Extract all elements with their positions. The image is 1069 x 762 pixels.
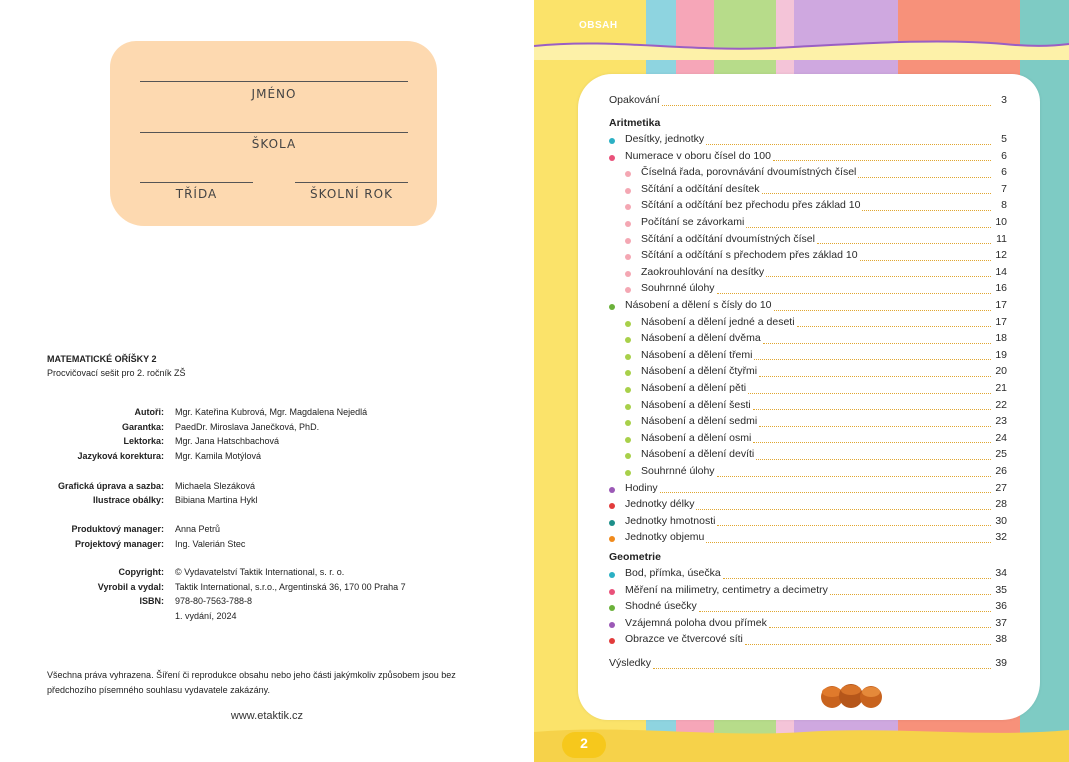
bullet-icon xyxy=(609,638,615,644)
bullet-icon xyxy=(625,287,631,293)
toc-item[interactable] xyxy=(609,584,1007,600)
toc-results[interactable] xyxy=(609,657,1007,673)
toc-entry-page: 36 xyxy=(995,600,1007,613)
toc-item[interactable] xyxy=(625,349,1007,365)
credit-label: Produktový manager: xyxy=(71,524,164,534)
leader-dots xyxy=(748,393,991,394)
toc-item[interactable] xyxy=(625,249,1007,265)
toc-entry-title: Numerace v oboru čísel do 100 xyxy=(625,149,771,162)
leader-dots xyxy=(754,359,991,360)
credit-label: ISBN: xyxy=(139,596,164,606)
right-page xyxy=(534,0,1069,762)
leader-dots xyxy=(774,310,991,311)
page-number-badge xyxy=(562,732,606,758)
toc-entry-page: 16 xyxy=(995,282,1007,295)
leader-dots xyxy=(696,509,991,510)
leader-dots xyxy=(699,611,991,612)
bottom-wave xyxy=(534,722,1069,762)
toc-entry-page: 6 xyxy=(1001,166,1007,179)
bullet-icon xyxy=(625,188,631,194)
toc-entry-page: 18 xyxy=(995,332,1007,345)
toc-entry-title: Vzájemná poloha dvou přímek xyxy=(625,616,767,629)
toc-entry-page: 21 xyxy=(995,382,1007,394)
leader-dots xyxy=(717,525,991,526)
leader-dots xyxy=(706,542,991,543)
left-page xyxy=(0,0,534,762)
credit-value: Bibiana Martina Hykl xyxy=(175,495,258,505)
toc-entry-title: Násobení a dělení třemi xyxy=(641,348,753,361)
toc-entry-page: 22 xyxy=(995,398,1007,411)
credit-value: 1. vydání, 2024 xyxy=(175,611,237,621)
toc-item[interactable] xyxy=(609,567,1007,583)
credit-value: PaedDr. Miroslava Janečková, PhD. xyxy=(175,422,320,432)
leader-dots xyxy=(759,376,991,377)
bullet-icon xyxy=(625,420,631,426)
toc-entry-page: 17 xyxy=(995,315,1007,328)
leader-dots xyxy=(769,627,991,628)
toc-section-title: Aritmetika xyxy=(609,117,661,129)
credit-value: © Vydavatelství Taktik International, s. r. o. xyxy=(175,567,345,577)
website-link[interactable]: www.etaktik.cz xyxy=(230,710,304,722)
toc-entry-title: Zaokrouhlování na desítky xyxy=(641,265,765,278)
credit-label: Lektorka: xyxy=(123,436,164,446)
toc-entry-title: Jednotky hmotnosti xyxy=(625,514,716,527)
bullet-icon xyxy=(609,622,615,628)
toc-section-title: Geometrie xyxy=(609,551,661,563)
leader-dots xyxy=(756,459,991,460)
toc-entry-page: 8 xyxy=(1001,199,1007,212)
toc-entry-title: Násobení a dělení jedné a deseti xyxy=(641,315,795,328)
year-line xyxy=(295,182,408,183)
bullet-icon xyxy=(625,370,631,376)
toc-item[interactable] xyxy=(625,233,1007,249)
toc-entry-page: 26 xyxy=(995,465,1007,477)
toc-entry-page: 27 xyxy=(995,481,1007,494)
bullet-icon xyxy=(625,337,631,343)
leader-dots xyxy=(797,326,991,327)
toc-entry-page: 6 xyxy=(1001,149,1007,162)
toc-entry-title: Násobení a dělení pěti xyxy=(641,382,747,394)
bullet-icon xyxy=(625,271,631,277)
bullet-icon xyxy=(625,171,631,177)
toc-entry-page: 28 xyxy=(995,498,1007,511)
toc-entry-title: Sčítání a odčítání desítek xyxy=(641,182,760,195)
leader-dots xyxy=(717,476,991,477)
toc-item[interactable] xyxy=(609,515,1007,531)
toc-entry-page: 39 xyxy=(995,657,1007,669)
credit-value: Taktik International, s.r.o., Argentinská 36, 170 00 Praha 7 xyxy=(175,582,406,592)
toc-entry-page: 23 xyxy=(995,415,1007,428)
name-label: JMÉNO xyxy=(251,87,297,101)
credit-label: Vyrobil a vydal: xyxy=(97,582,164,592)
bullet-icon xyxy=(609,304,615,310)
toc-entry-title: Počítání se závorkami xyxy=(641,216,745,228)
toc-entry-page: 38 xyxy=(995,633,1007,646)
class-line xyxy=(140,182,253,183)
page-number: 2 xyxy=(580,735,588,751)
leader-dots xyxy=(862,210,991,211)
toc-entry-title: Sčítání a odčítání s přechodem přes základ 10 xyxy=(641,249,858,262)
toc-item[interactable] xyxy=(625,382,1007,398)
credit-value: Mgr. Kamila Motýlová xyxy=(175,451,262,461)
toc-entry-title: Měření na milimetry, centimetry a decimetry xyxy=(625,583,828,596)
name-card xyxy=(110,41,437,226)
bullet-icon xyxy=(625,221,631,227)
leader-dots xyxy=(766,276,991,277)
toc-item[interactable] xyxy=(609,133,1007,149)
bullet-icon xyxy=(625,204,631,210)
credit-value: Ing. Valerián Stec xyxy=(175,539,246,549)
toc-entry-page: 37 xyxy=(995,616,1007,629)
toc-entry-page: 3 xyxy=(1001,94,1007,106)
leader-dots xyxy=(745,644,991,645)
credit-label: Copyright: xyxy=(118,567,164,577)
toc-item[interactable] xyxy=(609,498,1007,514)
toc-entry-title: Souhrnné úlohy xyxy=(641,465,715,477)
toc-entry-title: Bod, přímka, úsečka xyxy=(625,567,721,579)
toc-item[interactable] xyxy=(625,432,1007,448)
leader-dots xyxy=(653,668,991,669)
leader-dots xyxy=(746,227,991,228)
toc-item[interactable] xyxy=(625,183,1007,199)
credit-label: Grafická úprava a sazba: xyxy=(57,481,164,491)
toc-entry-title: Obrazce ve čtvercové síti xyxy=(625,633,743,646)
leader-dots xyxy=(660,492,991,493)
bullet-icon xyxy=(625,354,631,360)
leader-dots xyxy=(662,105,991,106)
class-label: TŘÍDA xyxy=(175,187,218,201)
toc-entry-title: Hodiny xyxy=(625,481,658,494)
toc-entry-title: Jednotky objemu xyxy=(625,531,705,544)
credit-label: Ilustrace obálky: xyxy=(92,495,164,505)
leader-dots xyxy=(763,343,991,344)
bullet-icon xyxy=(625,238,631,244)
toc-entry-page: 10 xyxy=(995,216,1007,228)
toc-item[interactable] xyxy=(609,633,1007,649)
toc-entry-page: 11 xyxy=(996,232,1007,245)
bullet-icon xyxy=(609,503,615,509)
toc-entry-title: Jednotky délky xyxy=(625,498,695,511)
header-label: OBSAH xyxy=(579,20,618,31)
rights-notice: Všechna práva vyhrazena. Šíření či reprodukce obsahu nebo jeho části jakýmkoliv způsobem jsou bez předchozího písemného souhlasu vydavatele zakázány. xyxy=(47,670,456,695)
toc-card xyxy=(578,74,1040,720)
bullet-icon xyxy=(609,605,615,611)
toc-entry-title: Násobení a dělení s čísly do 10 xyxy=(625,299,772,311)
bullet-icon xyxy=(625,254,631,260)
credit-label: Projektový manager: xyxy=(74,539,164,549)
leader-dots xyxy=(753,409,991,410)
toc-item[interactable] xyxy=(609,482,1007,498)
name-line xyxy=(140,81,408,82)
bullet-icon xyxy=(625,470,631,476)
toc-entry-page: 32 xyxy=(995,531,1007,544)
toc-item[interactable] xyxy=(609,600,1007,616)
toc-entry-title: Opakování xyxy=(609,94,660,106)
leader-dots xyxy=(817,243,991,244)
leader-dots xyxy=(860,260,991,261)
bullet-icon xyxy=(609,487,615,493)
toc-entry-title: Sčítání a odčítání bez přechodu přes základ 10 xyxy=(641,199,861,212)
toc-entry-page: 30 xyxy=(995,514,1007,527)
toc-item[interactable] xyxy=(625,166,1007,182)
credit-label: Autoři: xyxy=(134,407,164,417)
toc-item[interactable] xyxy=(625,316,1007,332)
school-label: ŠKOLA xyxy=(251,137,297,151)
bullet-icon xyxy=(609,572,615,578)
toc-item[interactable] xyxy=(625,216,1007,232)
bullet-icon xyxy=(609,520,615,526)
toc-item[interactable] xyxy=(609,531,1007,547)
leader-dots xyxy=(830,594,991,595)
book-title: MATEMATICKÉ OŘÍŠKY 2 xyxy=(47,354,157,364)
bullet-icon xyxy=(625,437,631,443)
leader-dots xyxy=(706,144,991,145)
toc-entry-title: Násobení a dělení dvěma xyxy=(641,332,761,345)
toc-item[interactable] xyxy=(609,299,1007,315)
toc-entry-page: 14 xyxy=(995,265,1007,278)
bullet-icon xyxy=(609,589,615,595)
leader-dots xyxy=(717,293,991,294)
leader-dots xyxy=(723,578,991,579)
school-line xyxy=(140,132,408,133)
toc-entry-title: Souhrnné úlohy xyxy=(641,282,715,295)
toc-item[interactable] xyxy=(609,150,1007,166)
bullet-icon xyxy=(609,536,615,542)
credit-value: Anna Petrů xyxy=(175,524,221,534)
toc-item[interactable] xyxy=(625,282,1007,298)
credit-value: Michaela Slezáková xyxy=(175,481,256,491)
bullet-icon xyxy=(609,155,615,161)
credit-value: Mgr. Kateřina Kubrová, Mgr. Magdalena Nejedlá xyxy=(175,407,368,417)
toc-item[interactable] xyxy=(625,448,1007,464)
toc-entry-page: 34 xyxy=(995,567,1007,579)
toc-entry-title: Shodné úsečky xyxy=(625,600,697,613)
credit-value: Mgr. Jana Hatschbachová xyxy=(175,436,280,446)
toc-entry-page: 19 xyxy=(995,348,1007,361)
toc-item[interactable] xyxy=(609,617,1007,633)
toc-item[interactable] xyxy=(625,365,1007,381)
toc-entry-title: Násobení a dělení šesti xyxy=(641,398,751,411)
toc-item[interactable] xyxy=(625,332,1007,348)
book-subtitle: Procvičovací sešit pro 2. ročník ZŠ xyxy=(47,368,186,378)
toc-entry-page: 35 xyxy=(995,583,1007,596)
year-label: ŠKOLNÍ ROK xyxy=(310,187,393,201)
bullet-icon xyxy=(625,404,631,410)
toc-entry-page: 20 xyxy=(995,365,1007,378)
credit-value: 978-80-7563-788-8 xyxy=(175,596,253,606)
leader-dots xyxy=(762,193,992,194)
toc-entry-title: Násobení a dělení sedmi xyxy=(641,415,758,428)
toc-item[interactable] xyxy=(625,415,1007,431)
leader-dots xyxy=(858,177,991,178)
toc-entry-page: 25 xyxy=(995,448,1007,461)
toc-item[interactable] xyxy=(625,199,1007,215)
bullet-icon xyxy=(625,453,631,459)
toc-entry-page: 24 xyxy=(995,431,1007,444)
bullet-icon xyxy=(625,387,631,393)
toc-entry-title: Násobení a dělení devíti xyxy=(641,448,755,461)
toc-item[interactable] xyxy=(625,465,1007,481)
toc-entry-page: 5 xyxy=(1001,133,1007,145)
toc-entry-title: Číselná řada, porovnávání dvoumístných čísel xyxy=(641,166,857,179)
credit-label: Jazyková korektura: xyxy=(77,451,164,461)
toc-entry-title: Násobení a dělení čtyřmi xyxy=(641,365,758,378)
toc-entry-page: 7 xyxy=(1001,182,1007,195)
leader-dots xyxy=(753,442,991,443)
toc-intro[interactable] xyxy=(609,94,1007,110)
toc-entry-title: Násobení a dělení osmi xyxy=(641,431,752,444)
bullet-icon xyxy=(609,138,615,144)
toc-item[interactable] xyxy=(625,266,1007,282)
hazelnuts-icon xyxy=(818,678,886,710)
leader-dots xyxy=(773,160,991,161)
toc-entry-title: Výsledky xyxy=(609,657,652,669)
toc-item[interactable] xyxy=(625,399,1007,415)
toc-entry-page: 12 xyxy=(995,249,1007,262)
bullet-icon xyxy=(625,321,631,327)
toc-entry-title: Desítky, jednotky xyxy=(625,133,705,145)
toc-entry-page: 17 xyxy=(995,299,1007,311)
toc-entry-title: Sčítání a odčítání dvoumístných čísel xyxy=(641,232,815,245)
leader-dots xyxy=(759,426,991,427)
credit-label: Garantka: xyxy=(121,422,164,432)
